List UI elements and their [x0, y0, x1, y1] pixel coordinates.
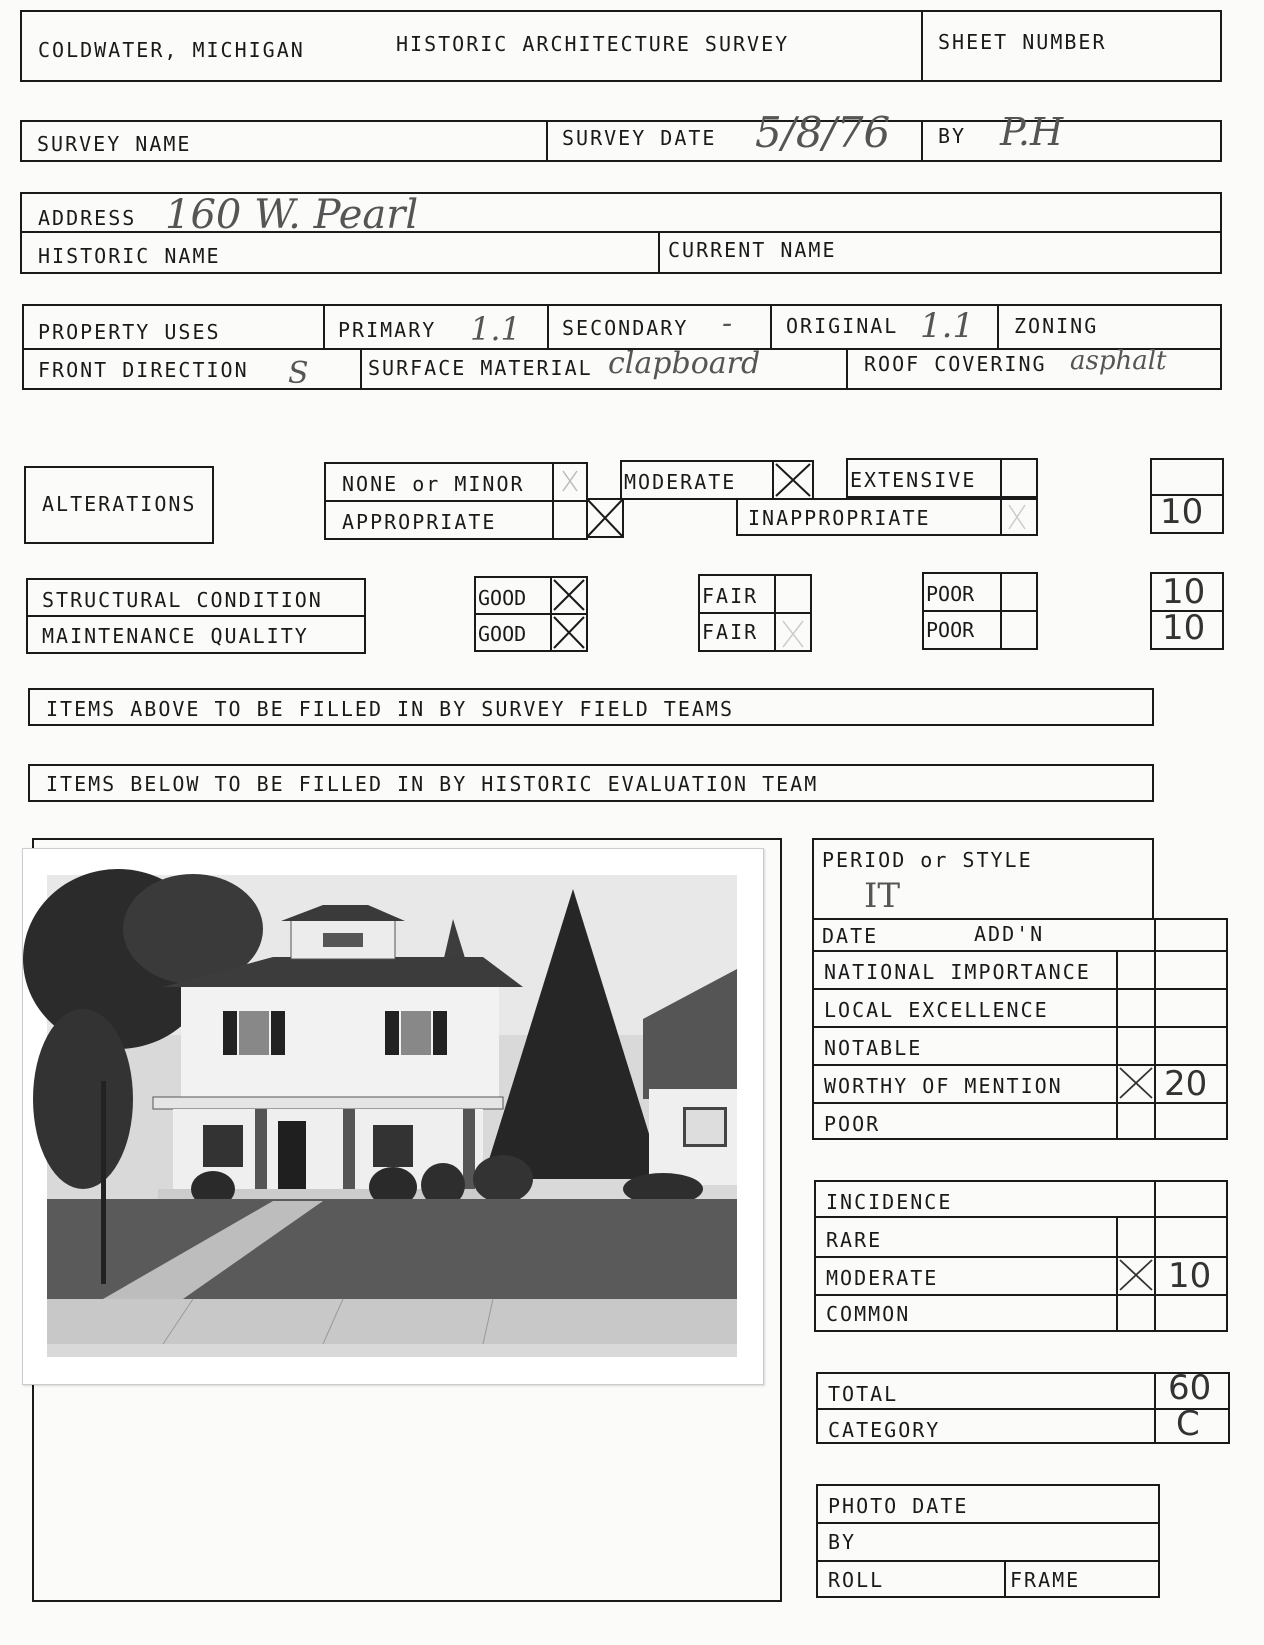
structural-label: STRUCTURAL CONDITION — [42, 588, 323, 612]
moderate-label: MODERATE — [624, 470, 737, 494]
prop-div-6 — [846, 348, 848, 390]
roof-covering-label: ROOF COVERING — [864, 352, 1047, 376]
maintenance-score: 10 — [1162, 608, 1206, 648]
eval-row-3 — [812, 1026, 1228, 1028]
none-minor-light-x — [560, 468, 580, 494]
poor-structural-label: POOR — [926, 582, 975, 606]
eval-col-1 — [1116, 950, 1118, 1140]
inc-row-2 — [814, 1256, 1228, 1258]
original-label: ORIGINAL — [786, 314, 899, 338]
total-value: 60 — [1168, 1368, 1212, 1408]
inappropriate-label: INAPPROPRIATE — [748, 506, 931, 530]
survey-date-label: SURVEY DATE — [562, 126, 717, 150]
none-minor-label: NONE or MINOR — [342, 472, 525, 496]
incidence-moderate-label: MODERATE — [826, 1266, 939, 1290]
alt-left-divider — [324, 500, 588, 502]
structural-score: 10 — [1162, 572, 1206, 612]
photo-info-col — [1004, 1560, 1006, 1598]
inc-col-2 — [1154, 1180, 1156, 1332]
photo-info-row-2 — [816, 1560, 1160, 1562]
incidence-moderate-score: 10 — [1168, 1256, 1212, 1296]
survey-divider-1 — [546, 120, 548, 162]
survey-date-value: 5/8/76 — [755, 108, 891, 157]
secondary-label: SECONDARY — [562, 316, 689, 340]
address-value: 160 W. Pearl — [165, 192, 419, 238]
inc-row-3 — [814, 1294, 1228, 1296]
total-label: TOTAL — [828, 1382, 899, 1406]
survey-by-label: BY — [938, 124, 967, 148]
addn-label: ADD'N — [974, 922, 1045, 946]
appropriate-label: APPROPRIATE — [342, 510, 497, 534]
survey-name-label: SURVEY NAME — [37, 132, 192, 156]
common-label: COMMON — [826, 1302, 911, 1326]
worthy-label: WORTHY OF MENTION — [824, 1074, 1063, 1098]
frame-label: FRAME — [1010, 1568, 1081, 1592]
moderate-checked-x — [774, 462, 812, 498]
front-direction-value: S — [288, 356, 309, 391]
city-label: COLDWATER, MICHIGAN — [38, 38, 305, 62]
surface-material-value: clapboard — [608, 346, 761, 381]
sheet-number-label: SHEET NUMBER — [938, 30, 1107, 54]
survey-by-value: P.H — [1000, 110, 1064, 154]
alterations-score: 10 — [1160, 492, 1204, 532]
poor-maintenance-label: POOR — [926, 618, 975, 642]
front-direction-label: FRONT DIRECTION — [38, 358, 249, 382]
prop-div-4 — [997, 304, 999, 348]
date-label: DATE — [822, 924, 879, 948]
fair-maintenance-light-x — [780, 618, 806, 650]
house-photo-image — [23, 849, 763, 1384]
alt-left-check-col — [552, 462, 554, 540]
original-value: 1.1 — [920, 306, 975, 346]
primary-label: PRIMARY — [338, 318, 437, 342]
condition-divider — [26, 615, 366, 617]
category-value: C — [1176, 1404, 1200, 1444]
photo-info-row-1 — [816, 1522, 1160, 1524]
good-structural-label: GOOD — [478, 586, 527, 610]
local-excellence-label: LOCAL EXCELLENCE — [824, 998, 1049, 1022]
banner-below: ITEMS BELOW TO BE FILLED IN BY HISTORIC EVALUATION TEAM — [46, 772, 819, 796]
totals-col — [1154, 1372, 1156, 1444]
surface-material-label: SURFACE MATERIAL — [368, 356, 593, 380]
prop-div-1 — [323, 304, 325, 348]
good-structural-x — [552, 578, 586, 612]
fair-check-col — [774, 574, 776, 652]
maintenance-label: MAINTENANCE QUALITY — [42, 624, 309, 648]
historic-name-label: HISTORIC NAME — [38, 244, 221, 268]
address-label: ADDRESS — [38, 206, 137, 230]
period-label: PERIOD or STYLE — [822, 848, 1033, 872]
category-label: CATEGORY — [828, 1418, 941, 1442]
worthy-checked-x — [1118, 1066, 1154, 1100]
totals-divider — [816, 1408, 1230, 1410]
incidence-moderate-x — [1118, 1258, 1154, 1292]
banner-above: ITEMS ABOVE TO BE FILLED IN BY SURVEY FIELD TEAMS — [46, 697, 735, 721]
survey-divider-2 — [921, 120, 923, 162]
poor-divider — [922, 610, 1038, 612]
fair-structural-label: FAIR — [702, 584, 759, 608]
secondary-value: - — [722, 306, 733, 341]
primary-value: 1.1 — [470, 310, 521, 348]
fair-divider — [698, 612, 812, 614]
good-maintenance-label: GOOD — [478, 622, 527, 646]
photo-by-label: BY — [828, 1530, 857, 1554]
form-title: HISTORIC ARCHITECTURE SURVEY — [396, 32, 790, 56]
prop-div-5 — [360, 348, 362, 390]
eval-poor-label: POOR — [824, 1112, 881, 1136]
inc-row-1 — [814, 1216, 1228, 1218]
national-importance-label: NATIONAL IMPORTANCE — [824, 960, 1091, 984]
period-value: IT — [864, 876, 901, 916]
eval-row-1 — [812, 950, 1228, 952]
poor-check-col — [1000, 572, 1002, 650]
eval-row-2 — [812, 988, 1228, 990]
name-divider — [658, 231, 660, 274]
zoning-label: ZONING — [1014, 314, 1099, 338]
incidence-label: INCIDENCE — [826, 1190, 953, 1214]
header-divider — [921, 10, 923, 82]
house-photograph — [22, 848, 764, 1385]
extensive-label: EXTENSIVE — [850, 468, 977, 492]
fair-maintenance-label: FAIR — [702, 620, 759, 644]
notable-label: NOTABLE — [824, 1036, 923, 1060]
roll-label: ROLL — [828, 1568, 885, 1592]
roof-covering-value: asphalt — [1070, 346, 1167, 376]
inappropriate-light-x — [1006, 502, 1028, 532]
good-maintenance-x — [552, 615, 586, 650]
prop-div-3 — [770, 304, 772, 348]
prop-div-2 — [547, 304, 549, 348]
alterations-label: ALTERATIONS — [42, 492, 197, 516]
current-name-label: CURRENT NAME — [668, 238, 837, 262]
photo-date-label: PHOTO DATE — [828, 1494, 969, 1518]
worthy-score: 20 — [1164, 1064, 1208, 1104]
rare-label: RARE — [826, 1228, 883, 1252]
appropriate-checked-x — [586, 498, 624, 538]
property-uses-label: PROPERTY USES — [38, 320, 221, 344]
